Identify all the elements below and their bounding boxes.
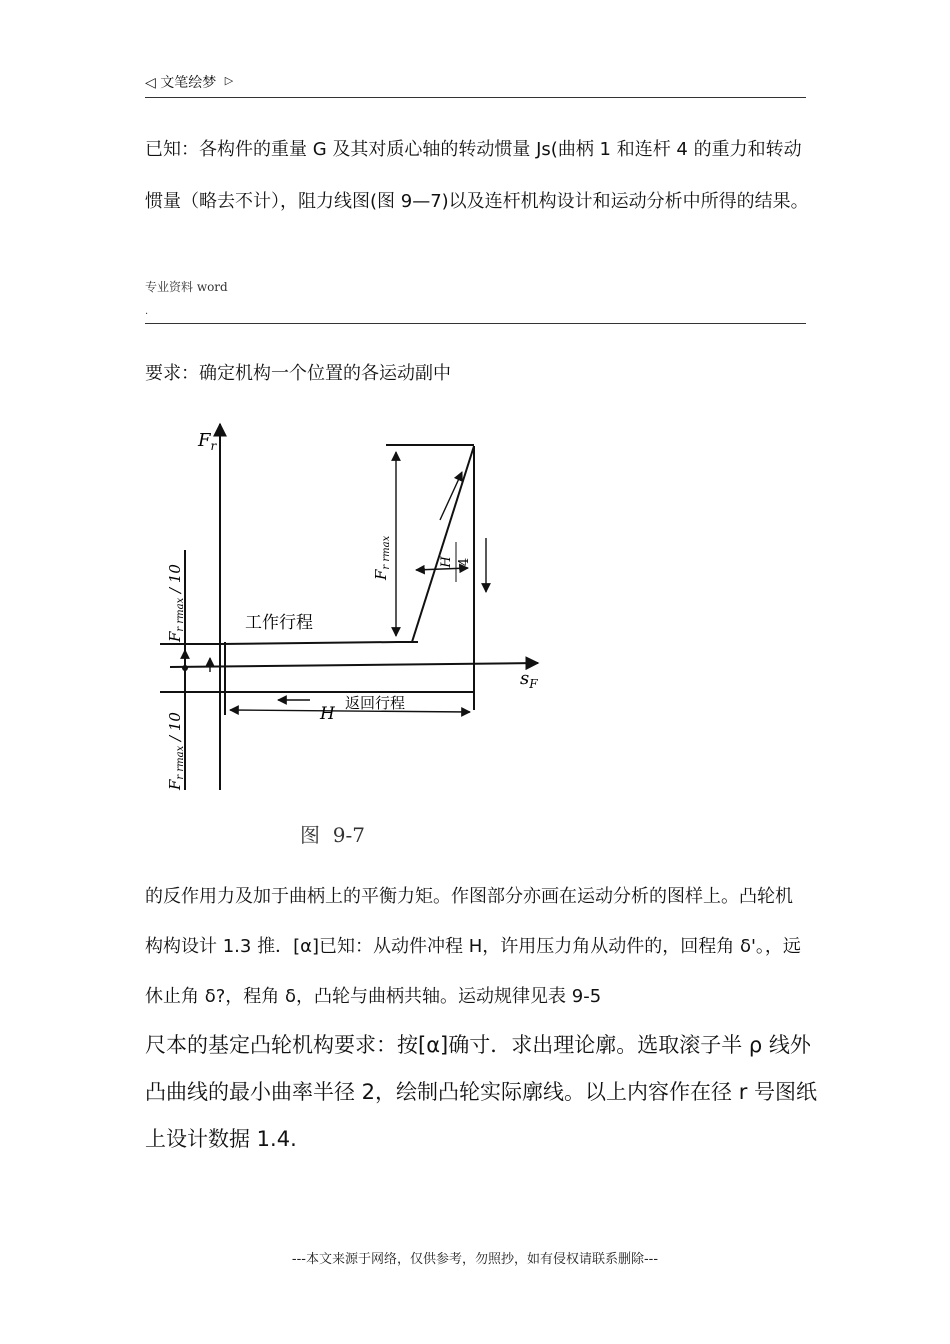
left-triangle-icon: ◁ xyxy=(145,75,156,91)
header-divider xyxy=(145,97,806,98)
page-footer: ---本文来源于网络，仅供参考，勿照抄，如有侵权请联系删除--- xyxy=(291,1252,659,1267)
svg-text:H: H xyxy=(439,556,454,568)
svg-text:4: 4 xyxy=(457,557,472,567)
work-stroke-label: 工作行程 xyxy=(245,613,313,633)
page-header xyxy=(145,72,233,92)
h-label: H xyxy=(320,704,335,724)
ramp-line xyxy=(412,446,474,642)
resistance-diagram xyxy=(150,410,570,860)
return-stroke-label: 返回行程 xyxy=(345,694,406,712)
paragraph-known: 已知：各构件的重量 G 及其对质心轴的转动惯量 Js(曲柄 1 和连杆 4 的重力和转动惯量（略去不计），阻力线图(图 9—7)以及连杆机构设计和运动分析中所得的结果。 xyxy=(145,139,809,212)
source-note-dot: . xyxy=(145,306,149,317)
header-title: 文笔绘梦 xyxy=(160,75,217,91)
frmax-vertical-label: $F_{r rmax}$ xyxy=(372,535,392,580)
sf-axis-label: $s_F$ xyxy=(520,668,538,691)
page-break-divider xyxy=(145,323,806,324)
requirement-line: 要求：确定机构一个位置的各运动副中 xyxy=(145,363,451,384)
work-stroke-line xyxy=(220,642,418,644)
figure-caption: 图 9-7 xyxy=(300,823,365,847)
left-upper-label: $F_{r rmax} / 10$ xyxy=(166,564,186,642)
source-note: 专业资料 word xyxy=(145,280,228,294)
paragraph-cam-requirements: 尺本的基定凸轮机构要求：按[α]确寸．求出理论廓。选取滚子半 ρ 线外凸曲线的最小曲率半径 2，绘制凸轮实际廓线。以上内容作在径 r 号图纸上设计数据 1.4. xyxy=(145,1033,818,1151)
left-lower-label: $F_{r rmax} / 10$ xyxy=(166,712,186,790)
fr-axis-label: $F_r$ xyxy=(198,430,217,453)
paragraph-cam-design: 的反作用力及加于曲柄上的平衡力矩。作图部分亦画在运动分析的图样上。凸轮机构构设计 1.3 推．[α]已知：从动件冲程 H，许用压力角从动件的，回程角 δ'。，远休止角 δ?，程角 δ，凸轮与曲柄共轴。运动规律见表 9-5 xyxy=(145,886,801,1007)
right-triangle-icon: ▷ xyxy=(224,74,234,87)
h-quarter-label xyxy=(439,542,472,582)
